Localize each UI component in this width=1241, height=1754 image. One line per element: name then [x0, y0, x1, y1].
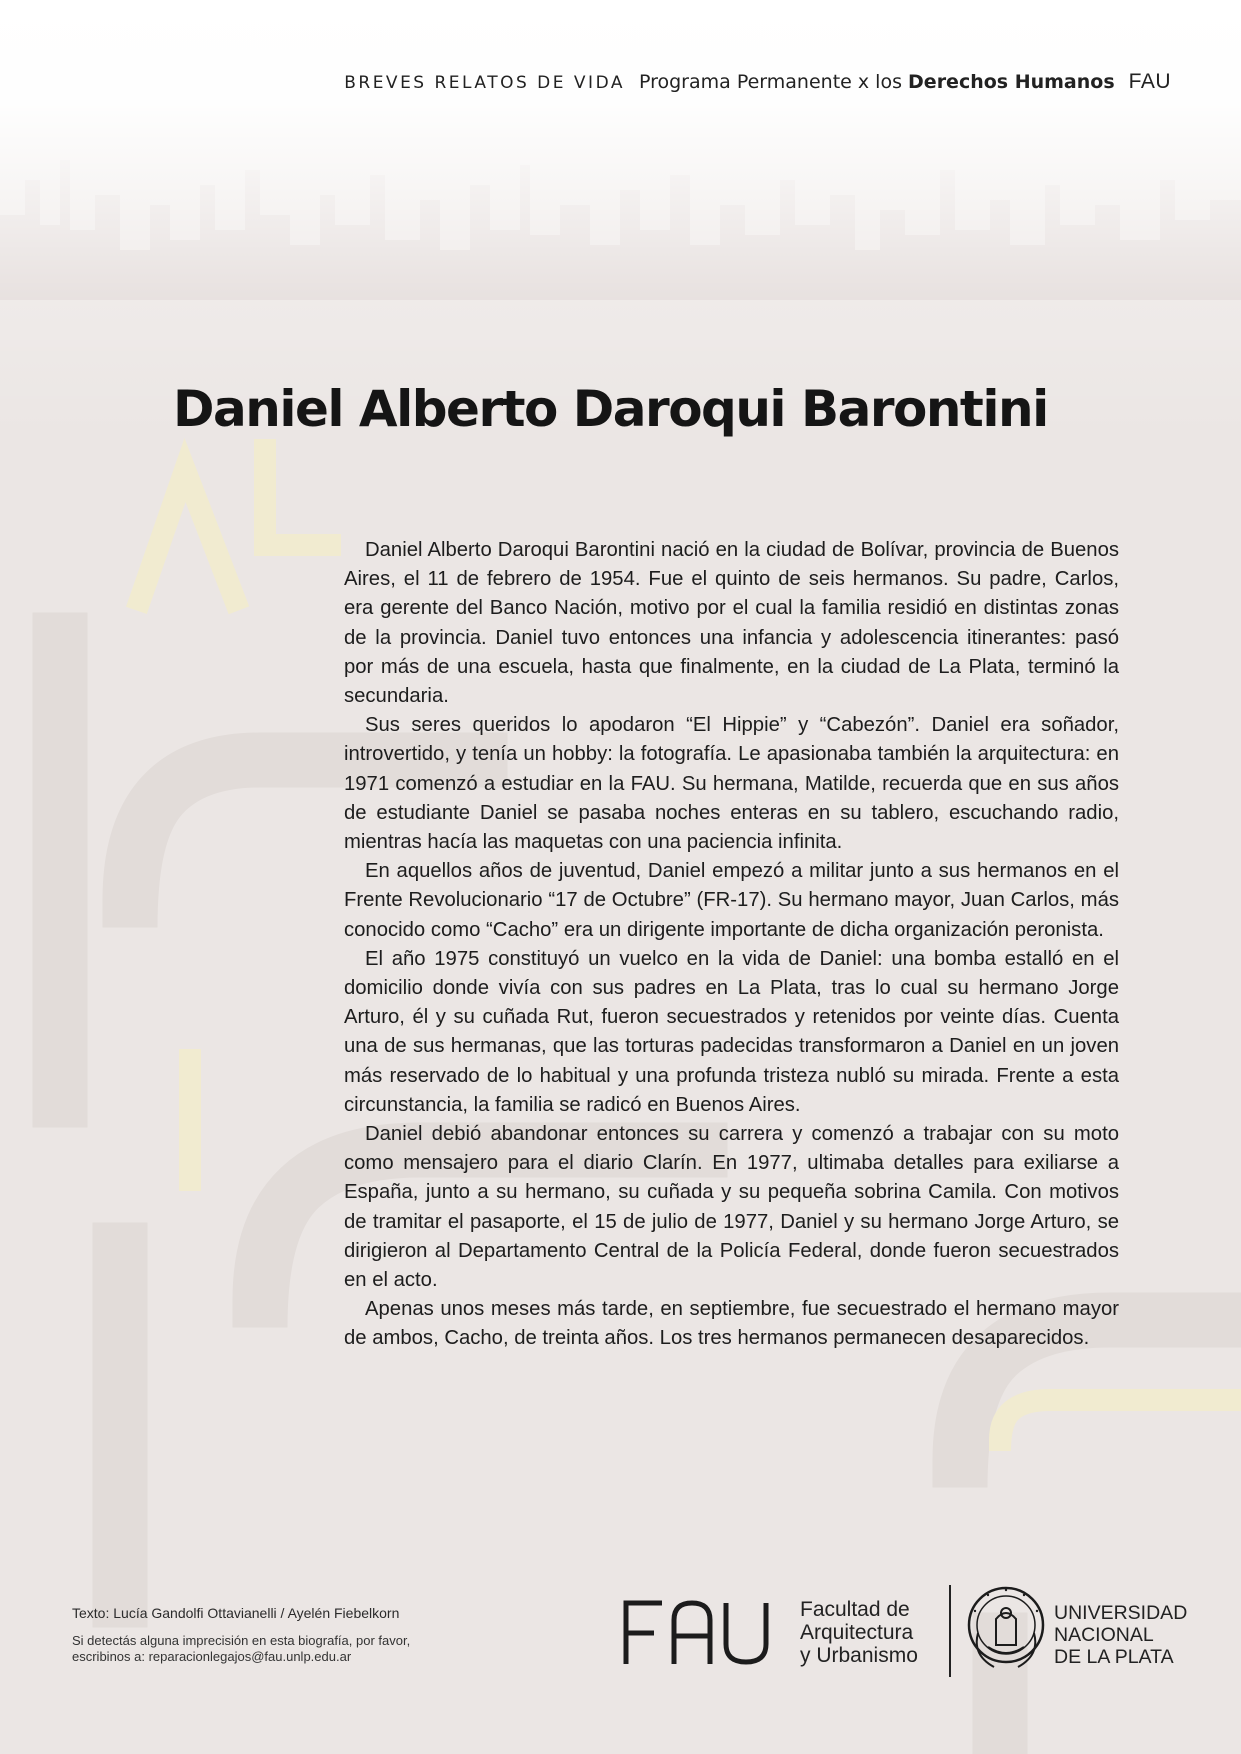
header-fau: FAU	[1128, 70, 1171, 93]
fau-name-line: Facultad de	[800, 1598, 910, 1621]
correction-note	[72, 1633, 472, 1665]
fau-logo-text: FAU	[622, 1600, 624, 1601]
bio-paragraph: Daniel debió abandonar entonces su carrera y comenzó a trabajar con su moto como mensajero para el diario Clarín. En 1977, ultimaba detalles para exiliarse a España, junto a su hermano, su cuñada y su pequeña sobrina Camila. Con motivos de tramitar el pasaporte, el 15 de julio de 1977, Daniel y su hermano Jorge Arturo, se dirigieron al Departamento Central de la Policía Federal, donde fueron secuestrados en el acto.	[344, 1123, 1119, 1292]
author-credit: Texto: Lucía Gandolfi Ottavianelli / Ayelén Fiebelkorn	[72, 1605, 400, 1621]
note-line: Si detectás alguna imprecisión en esta biografía, por favor,	[72, 1633, 411, 1648]
program-label	[639, 71, 1115, 93]
bio-paragraph: Sus seres queridos lo apodaron “El Hippie” y “Cabezón”. Daniel era soñador, introvertido, y tenía un hobby: la fotografía. Le apasionaba también la arquitectura: en 1971 comenzó a estudiar en la FAU. Su hermana, Matilde, recuerda que en sus años de estudiante Daniel se pasaba noches enteras en su tablero, escuchando radio, mientras hacía las maquetas con una paciencia infinita.	[344, 714, 1119, 854]
fau-full-name	[800, 1598, 918, 1667]
series-label: BREVES RELATOS DE VIDA	[344, 73, 625, 93]
fau-name-line: Arquitectura	[800, 1621, 914, 1644]
unlp-seal-icon	[966, 1585, 1046, 1675]
fau-name-line: y Urbanismo	[800, 1644, 918, 1667]
unlp-line: NACIONAL	[1054, 1624, 1154, 1646]
unlp-name	[1054, 1602, 1187, 1668]
program-prefix: Programa Permanente x los	[638, 71, 902, 93]
note-line: escribinos a: reparacionlegajos@fau.unlp.edu.ar	[72, 1649, 352, 1664]
logo-divider	[949, 1585, 951, 1677]
fau-logo	[622, 1600, 770, 1666]
program-bold: Derechos Humanos	[908, 71, 1115, 93]
unlp-line: DE LA PLATA	[1054, 1646, 1174, 1668]
bio-paragraph: En aquellos años de juventud, Daniel empezó a militar junto a sus hermanos en el Frente Revolucionario “17 de Octubre” (FR-17). Su hermano mayor, Juan Carlos, más conocido como “Cacho” era un dirigente importante de dicha organización peronista.	[344, 860, 1119, 941]
biography-text	[344, 536, 1119, 1354]
bio-paragraph: Daniel Alberto Daroqui Barontini nació en la ciudad de Bolívar, provincia de Buenos Aires, el 11 de febrero de 1954. Fue el quinto de seis hermanos. Su padre, Carlos, era gerente del Banco Nación, motivo por el cual la familia residió en distintas zonas de la provincia. Daniel tuvo entonces una infancia y adolescencia itinerantes: pasó por más de una escuela, hasta que finalmente, en la ciudad de La Plata, terminó la secundaria.	[344, 539, 1119, 708]
bio-paragraph: El año 1975 constituyó un vuelco en la vida de Daniel: una bomba estalló en el domicilio donde vivía con sus padres en La Plata, tras lo cual su hermano Jorge Arturo, él y su cuñada Rut, fueron secuestrados y retenidos por veinte días. Cuenta una de sus hermanas, que las torturas padecidas transformaron a Daniel en un joven más reservado de lo habitual y una profunda tristeza nubló su mirada. Frente a esta circunstancia, la familia se radicó en Buenos Aires.	[344, 947, 1119, 1116]
header	[344, 70, 1171, 94]
unlp-line: UNIVERSIDAD	[1054, 1602, 1188, 1624]
bio-paragraph: Apenas unos meses más tarde, en septiembre, fue secuestrado el hermano mayor de ambos, Cacho, de treinta años. Los tres hermanos permanecen desaparecidos.	[344, 1298, 1119, 1350]
page-title: Daniel Alberto Daroqui Barontini	[173, 380, 1048, 438]
